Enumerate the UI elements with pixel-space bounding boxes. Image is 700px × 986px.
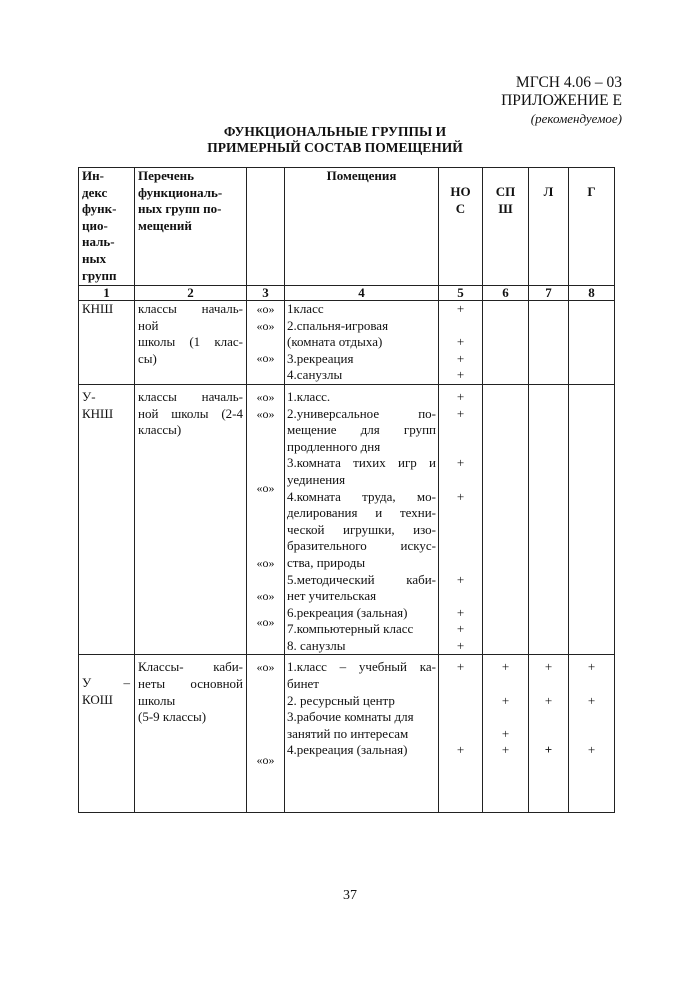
row-rooms: 1.класс. 2.универсальное по- мещение для групп продленного дня 3.комната тихих игр и уединения 4.комната труда, мо- делирования и техни- ческой игрушки, изо- бразительного искус- ства, природы 5.методический каби- нет учительская 6.рекреация (зальная) 7.компьютерный класс 8. санузлы <box>285 384 439 655</box>
row-spsh <box>483 301 529 385</box>
row-spsh <box>483 384 529 655</box>
row-marks: «о» «о» «о» «о» «о» «о» <box>247 384 285 655</box>
row-g <box>569 384 615 655</box>
column-number: 8 <box>569 286 615 301</box>
header-rooms: Помещения <box>285 168 439 286</box>
header-nos: НО С <box>439 168 483 286</box>
row-rooms: 1класс 2.спальня-игровая (комната отдыха) 3.рекреация 4.санузлы <box>285 301 439 385</box>
table-title-line-2: ПРИМЕРНЫЙ СОСТАВ ПОМЕЩЕНИЙ <box>207 140 463 155</box>
row-index: У – КОШ <box>79 655 135 813</box>
column-number: 6 <box>483 286 529 301</box>
page-number: 37 <box>343 888 357 903</box>
header-l: Л <box>529 168 569 286</box>
column-number: 5 <box>439 286 483 301</box>
functional-groups-table <box>78 167 615 813</box>
header-spsh: СП Ш <box>483 168 529 286</box>
table-row <box>79 655 615 813</box>
row-group: классы началь- ной школы (1 клас- сы) <box>135 301 247 385</box>
column-number-row <box>79 286 615 301</box>
column-number: 2 <box>135 286 247 301</box>
row-g: + + + <box>569 655 615 813</box>
document-code: МГСН 4.06 – 03 <box>515 74 622 91</box>
row-marks: «о» «о» <box>247 655 285 813</box>
row-g <box>569 301 615 385</box>
row-nos: + + + + <box>439 301 483 385</box>
row-l <box>529 384 569 655</box>
row-group: классы началь- ной школы (2-4 классы) <box>135 384 247 655</box>
row-marks: «о» «о» «о» <box>247 301 285 385</box>
row-nos: + + + + + + + + <box>439 384 483 655</box>
row-l <box>529 301 569 385</box>
table-title-line-1: ФУНКЦИОНАЛЬНЫЕ ГРУППЫ И <box>223 124 447 139</box>
row-index: КНШ <box>79 301 135 385</box>
header-mark-column <box>247 168 285 286</box>
table-header-row <box>79 168 615 286</box>
row-group: Классы- каби- неты основной школы (5-9 классы) <box>135 655 247 813</box>
row-rooms: 1.класс – учебный ка- бинет 2. ресурсный центр 3.рабочие комнаты для занятий по интересам 4.рекреация (зальная) <box>285 655 439 813</box>
header-group-list: Перечень функциональ- ных групп по- мещений <box>135 168 247 286</box>
column-number: 1 <box>79 286 135 301</box>
appendix-label: ПРИЛОЖЕНИЕ Е <box>501 92 622 109</box>
row-index: У- КНШ <box>79 384 135 655</box>
column-number: 7 <box>529 286 569 301</box>
row-spsh: + + + + <box>483 655 529 813</box>
header-index: Ин- декс функ- цио- наль- ных групп <box>79 168 135 286</box>
row-l: + + + <box>529 655 569 813</box>
table-row <box>79 384 615 655</box>
header-g: Г <box>569 168 615 286</box>
table-row <box>79 301 615 385</box>
appendix-note: (рекомендуемое) <box>530 111 622 126</box>
column-number: 4 <box>285 286 439 301</box>
row-nos: + + <box>439 655 483 813</box>
column-number: 3 <box>247 286 285 301</box>
